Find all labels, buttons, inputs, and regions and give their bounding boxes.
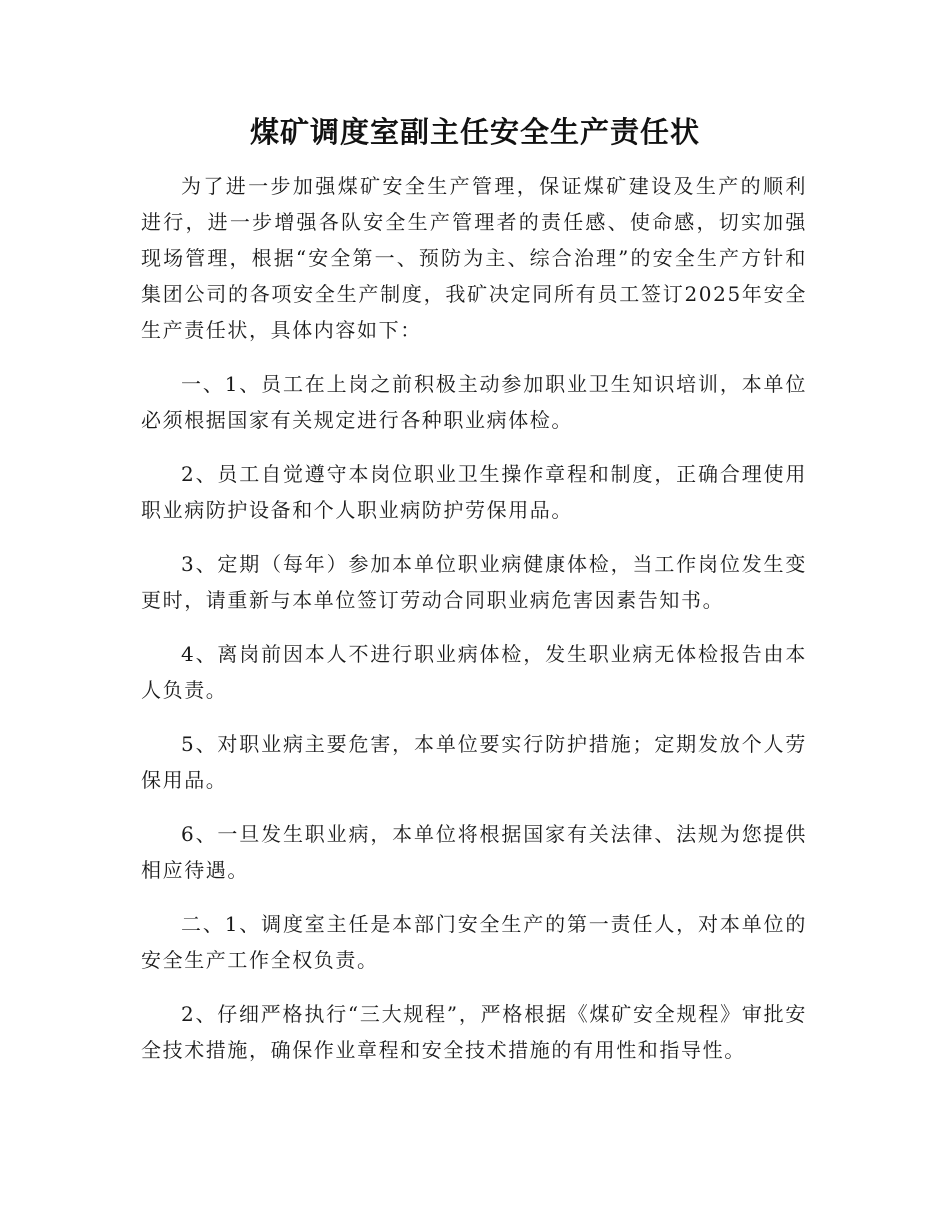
clause-paragraph: 2、仔细严格执行“三大规程”，严格根据《煤矿安全规程》审批安全技术措施，确保作业章程和安全技术措施的有用性和指导性。 xyxy=(141,1002,807,1062)
clause-paragraph: 二、1、调度室主任是本部门安全生产的第一责任人，对本单位的安全生产工作全权负责。 xyxy=(141,912,807,972)
document-body xyxy=(141,168,807,1068)
clause-paragraph: 5、对职业病主要危害，本单位要实行防护措施；定期发放个人劳保用品。 xyxy=(141,732,807,792)
clause-paragraph: 6、一旦发生职业病，本单位将根据国家有关法律、法规为您提供相应待遇。 xyxy=(141,822,807,882)
clause-paragraph: 2、员工自觉遵守本岗位职业卫生操作章程和制度，正确合理使用职业病防护设备和个人职业病防护劳保用品。 xyxy=(141,462,807,522)
clause-paragraph: 一、1、员工在上岗之前积极主动参加职业卫生知识培训，本单位必须根据国家有关规定进行各种职业病体检。 xyxy=(141,372,807,432)
intro-paragraph: 为了进一步加强煤矿安全生产管理，保证煤矿建设及生产的顺利进行，进一步增强各队安全生产管理者的责任感、使命感，切实加强现场管理，根据“安全第一、预防为主、综合治理”的安全生产方针和集团公司的各项安全生产制度，我矿决定同所有员工签订2025年安全生产责任状，具体内容如下： xyxy=(141,174,807,342)
document-title: 煤矿调度室副主任安全生产责任状 xyxy=(249,115,700,149)
clause-paragraph: 3、定期（每年）参加本单位职业病健康体检，当工作岗位发生变更时，请重新与本单位签订劳动合同职业病危害因素告知书。 xyxy=(141,552,807,612)
clause-paragraph: 4、离岗前因本人不进行职业病体检，发生职业病无体检报告由本人负责。 xyxy=(141,642,807,702)
